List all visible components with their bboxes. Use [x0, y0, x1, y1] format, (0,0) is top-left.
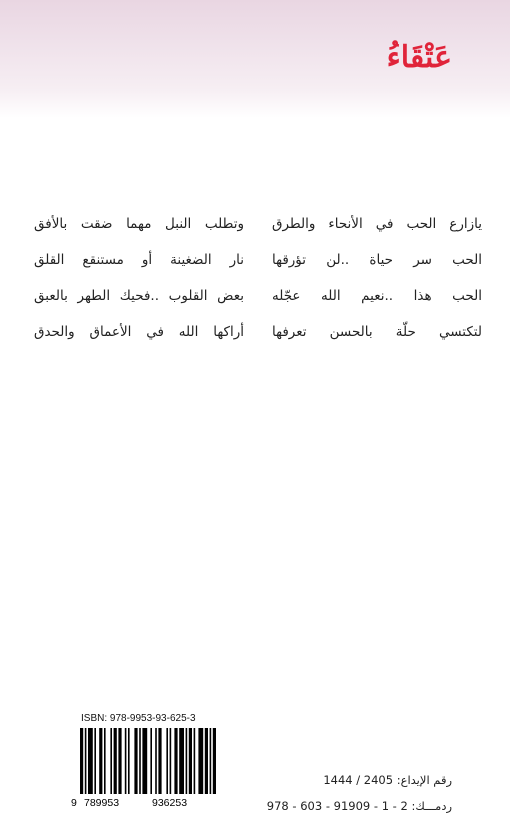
poem-verse	[34, 242, 482, 278]
verse-first-half: يازارع الحب في الأنحاء والطرق	[272, 216, 482, 232]
verse-first-half: الحب سر حياة ..لن تؤرقها	[272, 252, 482, 268]
poem-verse	[34, 278, 482, 314]
verse-first-half: لتكتسي حلّة بالحسن تعرفها	[272, 324, 482, 340]
isbn-arabic: ردمـــك: 2 - 1 - 91909 - 603 - 978	[266, 799, 452, 813]
barcode-digits-left: 789953	[84, 797, 120, 808]
verse-second-half: نار الضغينة أو مستنقع القلق	[34, 252, 244, 268]
verse-second-half: وتطلب النبل مهما ضقت بالأفق	[34, 216, 244, 232]
verse-first-half: الحب هذا ..نعيم الله عجّله	[272, 288, 482, 304]
legal-deposit-number: رقم الإيداع: 2405 / 1444	[323, 773, 452, 787]
barcode-digits-right: 936253	[152, 797, 188, 808]
poem	[34, 206, 482, 350]
book-title: عَتْقَاءُ	[386, 40, 452, 75]
verse-second-half: أراكها الله في الأعماق والحدق	[34, 324, 244, 340]
barcode	[66, 726, 226, 808]
barcode-digit-first: 9	[71, 797, 77, 808]
verse-second-half: بعض القلوب ..فحيك الطهر بالعبق	[34, 288, 244, 304]
isbn-label: ISBN: 978-9953-93-625-3	[81, 713, 196, 724]
poem-verse	[34, 206, 482, 242]
poem-verse	[34, 314, 482, 350]
